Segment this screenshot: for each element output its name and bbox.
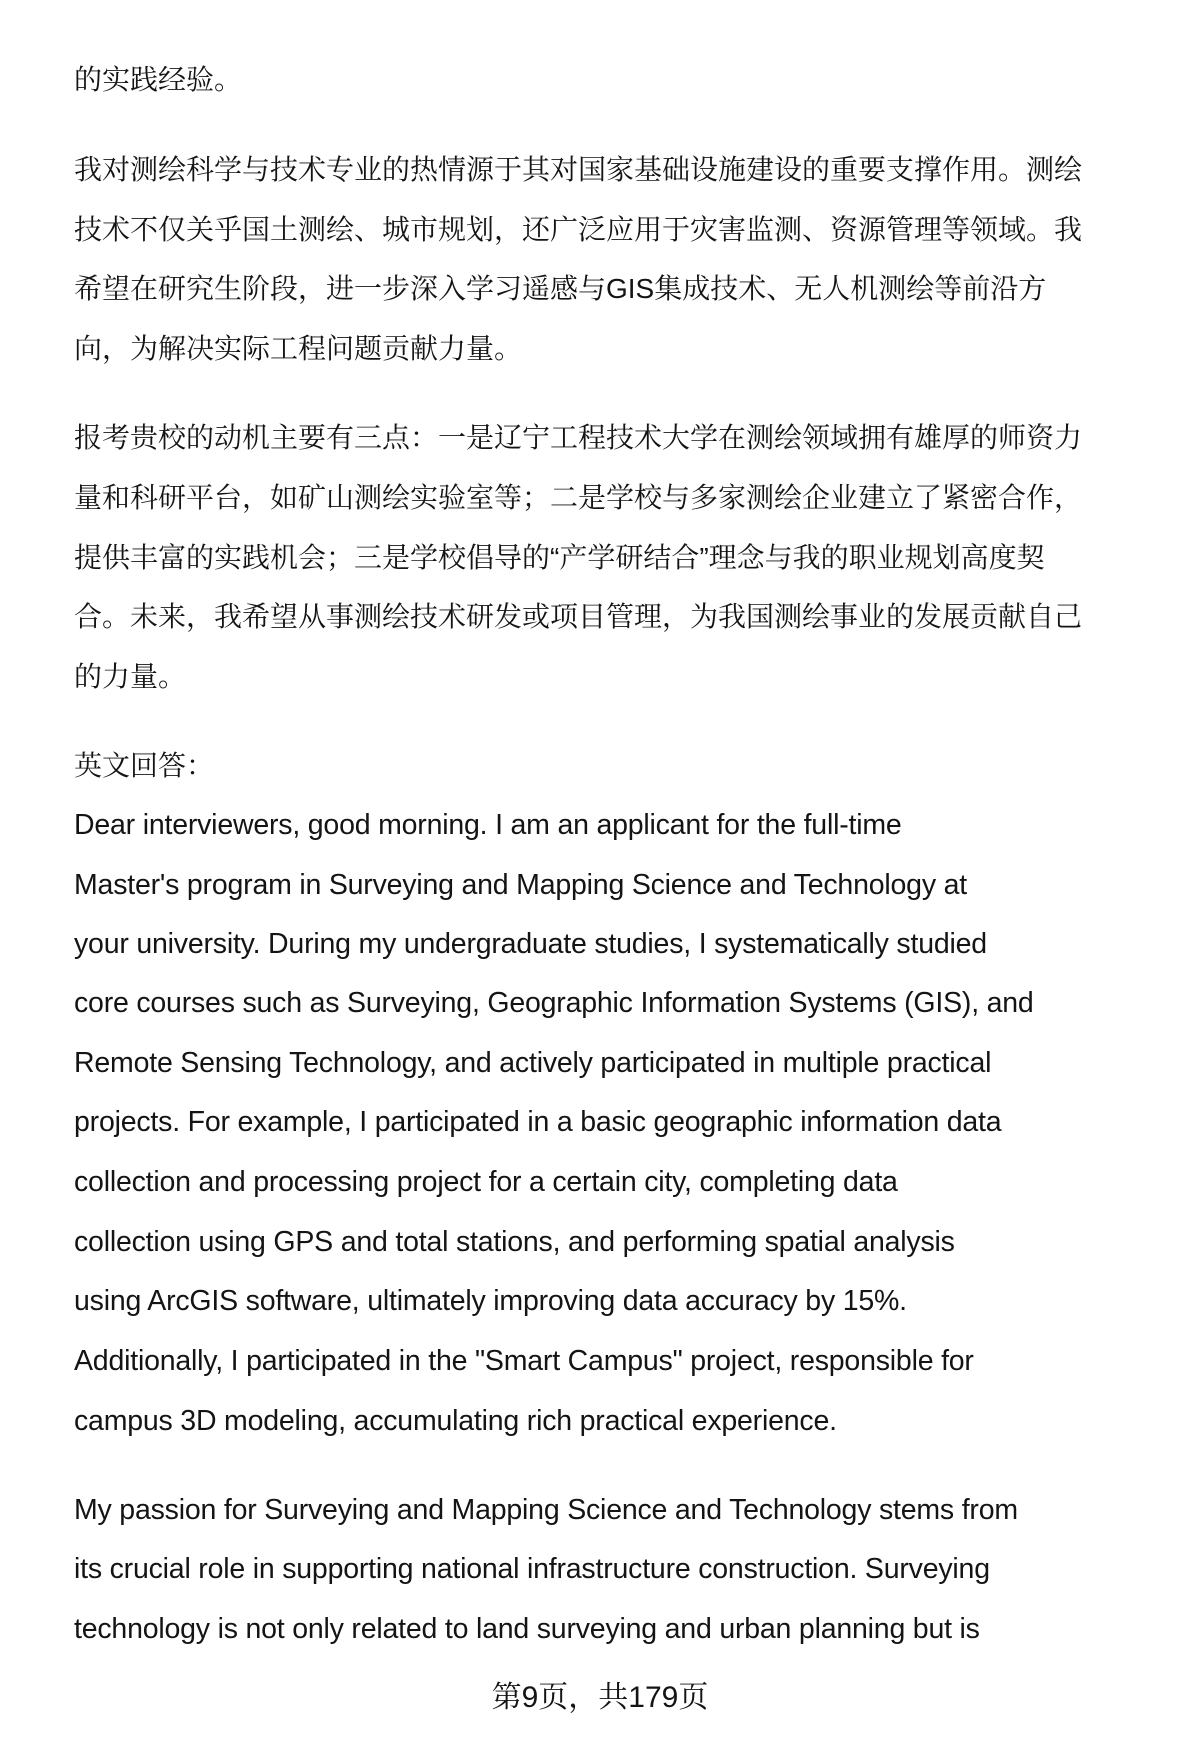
text-line: 英文回答： [74,750,215,781]
text-line: 量和科研平台，如矿山测绘实验室等；二是学校与多家测绘企业建立了紧密合作， [74,482,1083,513]
text-line: collection using GPS and total stations, and performing spatial analysis [74,1226,955,1258]
text-line: core courses such as Surveying, Geographic Information Systems (GIS), and [74,987,1034,1019]
text-line: using ArcGIS software, ultimately improving data accuracy by 15%. [74,1285,907,1317]
text-line: Remote Sensing Technology, and actively participated in multiple practical [74,1047,992,1079]
text-line: campus 3D modeling, accumulating rich practical experience. [74,1405,837,1437]
text-line: Master's program in Surveying and Mapping Science and Technology at [74,869,967,901]
text-line: 提供丰富的实践机会；三是学校倡导的“产学研结合”理念与我的职业规划高度契 [74,542,1045,573]
page-number: 第9页，共179页 [491,1681,709,1714]
text-line: 的实践经验。 [74,64,243,95]
text-line: Dear interviewers, good morning. I am an applicant for the full-time [74,809,902,841]
text-line: 技术不仅关乎国土测绘、城市规划，还广泛应用于灾害监测、资源管理等领域。我 [74,214,1083,245]
text-line: 合。未来，我希望从事测绘技术研发或项目管理，为我国测绘事业的发展贡献自己 [74,601,1083,632]
text-line: Additionally, I participated in the "Smart Campus" project, responsible for [74,1345,974,1377]
text-line: technology is not only related to land surveying and urban planning but is [74,1613,980,1645]
text-line: 向，为解决实际工程问题贡献力量。 [74,333,523,364]
text-line: your university. During my undergraduate studies, I systematically studied [74,928,987,960]
text-line: 希望在研究生阶段，进一步深入学习遥感与GIS集成技术、无人机测绘等前沿方 [74,273,1047,304]
text-line: 的力量。 [74,661,187,692]
text-line: collection and processing project for a certain city, completing data [74,1166,898,1198]
text-line: 报考贵校的动机主要有三点：一是辽宁工程技术大学在测绘领域拥有雄厚的师资力 [74,422,1083,453]
text-line: projects. For example, I participated in a basic geographic information data [74,1106,1002,1138]
text-line: 我对测绘科学与技术专业的热情源于其对国家基础设施建设的重要支撑作用。测绘 [74,154,1083,185]
text-line: its crucial role in supporting national infrastructure construction. Surveying [74,1553,990,1585]
text-line: My passion for Surveying and Mapping Science and Technology stems from [74,1494,1018,1526]
